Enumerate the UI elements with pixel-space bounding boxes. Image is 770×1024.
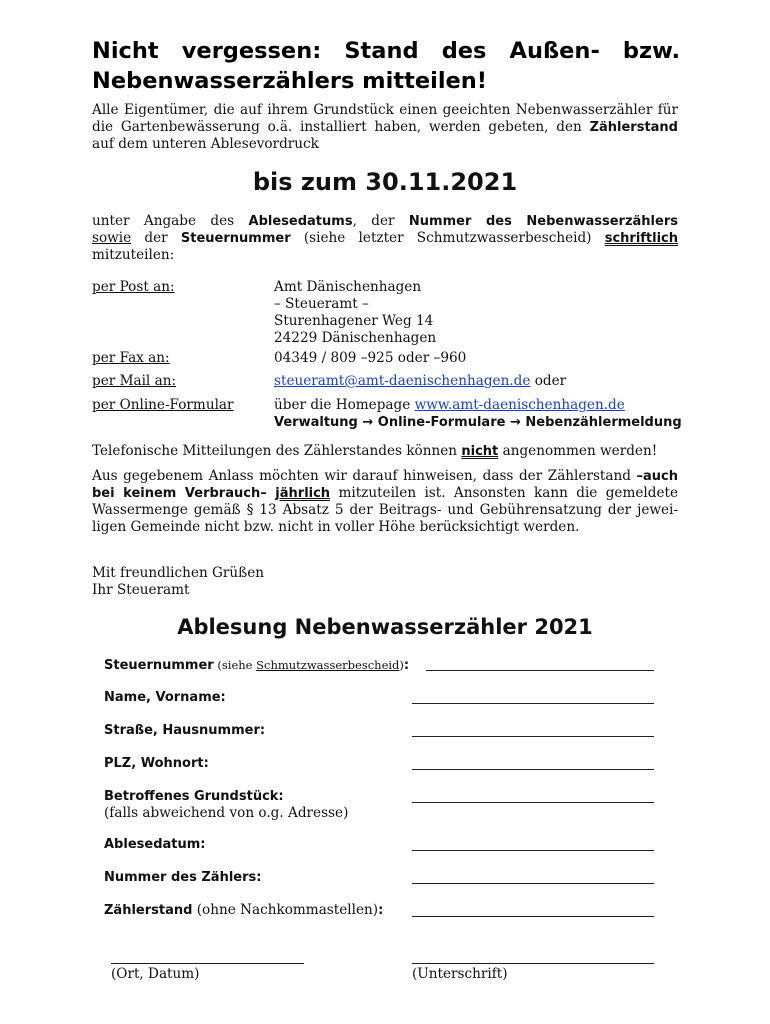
meter-number-emphasis: Nummer des Nebenwasserzählers	[408, 214, 678, 229]
post-label: per Post an:	[92, 279, 175, 295]
intro-text: die Gartenbewässerung o.ä. installiert haben, werden gebeten, den	[92, 119, 590, 135]
greeting	[92, 565, 264, 599]
property-label	[104, 788, 348, 822]
meter-number-label	[104, 869, 261, 886]
tax-number-field[interactable]	[426, 670, 654, 671]
name-label	[104, 689, 226, 706]
property-label-text: Betroffenes Grundstück:	[104, 789, 284, 804]
street-label	[104, 722, 265, 739]
yearly-emphasis: jährlich	[275, 486, 331, 501]
online-label: per Online-Formular	[92, 397, 234, 413]
city-label	[104, 755, 209, 772]
reading-date-field[interactable]	[412, 850, 654, 851]
city-field[interactable]	[412, 769, 654, 770]
request-line-1	[92, 213, 678, 230]
request-text: der	[131, 230, 181, 246]
property-hint: (falls abweichend von o.g. Adresse)	[104, 805, 349, 821]
intro-line-2	[92, 119, 678, 136]
request-text: sowie	[92, 230, 132, 246]
online-form-path: Verwaltung → Online-Formulare → Nebenzählermeldung	[274, 415, 682, 430]
reading-date-label-text: Ablesedatum:	[104, 837, 206, 852]
intro-paragraph	[92, 102, 678, 153]
greeting-line: Mit freundlichen Grüßen	[92, 565, 265, 581]
not-emphasis: nicht	[461, 444, 499, 459]
fax-value: 04349 / 809 –925 oder –960	[274, 350, 467, 366]
notice-text: Aus gegebenem Anlass möchten wir darauf hinweisen, dass der Zählerstand	[92, 468, 637, 484]
address-line: Amt Dänischenhagen	[274, 279, 422, 295]
meter-reading-hint: (ohne Nachkommastellen)	[192, 902, 379, 918]
property-field[interactable]	[412, 802, 654, 803]
tax-hint: (siehe	[213, 658, 257, 672]
form-title: Ablesung Nebenwasserzähler 2021	[177, 615, 593, 639]
post-address	[274, 279, 436, 347]
page-title: Nicht vergessen: Stand des Außen- bzw. Nebenwasserzählers mitteilen!	[92, 38, 680, 94]
greeting-sender: Ihr Steueramt	[92, 582, 190, 598]
homepage-link[interactable]: www.amt-daenischenhagen.de	[414, 397, 625, 413]
intro-line-3: auf dem unteren Ablesevordruck	[92, 136, 319, 152]
street-label-text: Straße, Hausnummer:	[104, 723, 266, 738]
mail-row	[274, 373, 566, 390]
meter-reading-label	[104, 902, 383, 919]
mail-link[interactable]: steueramt@amt-daenischenhagen.de	[274, 373, 531, 389]
meter-reading-emphasis: Zählerstand	[589, 120, 678, 135]
name-label-text: Name, Vorname:	[104, 690, 226, 705]
notice-line-2	[92, 485, 678, 502]
notice-emphasis: bei keinem Verbrauch–	[92, 486, 276, 501]
mail-suffix: oder	[530, 373, 567, 389]
signature-field[interactable]	[412, 963, 654, 964]
address-line: – Steueramt –	[274, 296, 369, 312]
in-writing-emphasis: schriftlich	[604, 231, 679, 246]
tax-number-label	[104, 657, 409, 674]
place-date-field[interactable]	[111, 963, 304, 964]
address-line: Sturenhagener Weg 14	[274, 313, 434, 329]
tax-number-emphasis: Steuernummer	[180, 231, 291, 246]
notice-emphasis: –auch	[636, 469, 678, 484]
request-line-2	[92, 230, 678, 247]
name-field[interactable]	[412, 703, 654, 704]
city-label-text: PLZ, Wohnort:	[104, 756, 209, 771]
request-text: , der	[352, 213, 409, 229]
reading-date-label	[104, 836, 206, 853]
online-prefix: über die Homepage	[274, 397, 415, 413]
request-text: unter Angabe des	[92, 213, 249, 229]
signature-label: (Unterschrift)	[412, 966, 508, 982]
request-paragraph	[92, 213, 678, 264]
request-line-3: mitzuteilen:	[92, 247, 175, 263]
fax-label: per Fax an:	[92, 350, 170, 366]
tax-colon: :	[403, 658, 410, 673]
mail-label: per Mail an:	[92, 373, 177, 389]
meter-reading-colon: :	[378, 903, 384, 918]
notice-text: mitzuteilen ist. Ansonsten kann die gemeldete	[330, 485, 678, 501]
phone-notice-text: angenommen werden!	[498, 443, 658, 459]
place-date-label: (Ort, Datum)	[111, 966, 200, 982]
intro-line-1: Alle Eigentümer, die auf ihrem Grundstück einen geeichten Nebenwasserzähler für	[92, 102, 678, 118]
meter-reading-label-text: Zählerstand	[104, 903, 193, 918]
request-text: (siehe letzter Schmutzwasserbescheid)	[290, 230, 605, 246]
online-row	[274, 397, 682, 431]
phone-notice	[92, 443, 678, 460]
reading-date-emphasis: Ablesedatums	[248, 214, 353, 229]
street-field[interactable]	[412, 736, 654, 737]
notice-line-1	[92, 468, 678, 485]
meter-number-field[interactable]	[412, 883, 654, 884]
tax-hint: )	[399, 658, 404, 672]
online-line	[274, 397, 682, 414]
tax-number-label-text: Steuernummer	[104, 658, 214, 673]
address-line: 24229 Dänischenhagen	[274, 330, 437, 346]
notice-line-4: ligen Gemeinde nicht bzw. nicht in voller Höhe berücksichtigt werden.	[92, 519, 580, 535]
meter-reading-field[interactable]	[412, 916, 654, 917]
deadline-heading: bis zum 30.11.2021	[252, 168, 518, 196]
notice-line-3: Wassermenge gemäß § 13 Absatz 5 der Beitrags- und Gebührensatzung der jewei-	[92, 502, 678, 518]
tax-hint-underlined: Schmutzwasserbescheid	[256, 658, 400, 672]
phone-notice-text: Telefonische Mitteilungen des Zählerstandes können	[92, 443, 462, 459]
yearly-notice	[92, 468, 678, 536]
meter-number-label-text: Nummer des Zählers:	[104, 870, 262, 885]
